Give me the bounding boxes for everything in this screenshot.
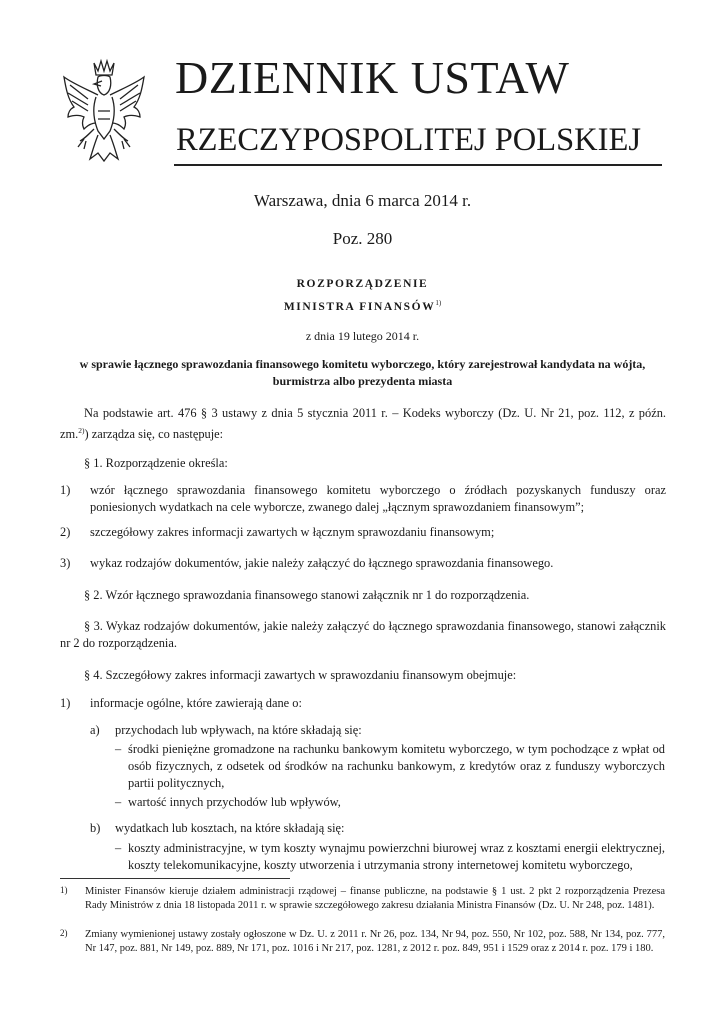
footnote-separator <box>60 878 290 879</box>
subitem-b-text: wydatkach lub kosztach, na które składają się: <box>115 821 345 835</box>
section-1-item-number: 1) <box>60 483 71 497</box>
masthead-title: DZIENNIK USTAW <box>175 52 570 103</box>
section-3: § 3. Wykaz rodzajów dokumentów, jakie należy załączyć do łącznego sprawozdania finansowego, stanowi załącznik nr 2 do rozporządzenia. <box>60 619 666 650</box>
subitem-a-label: a) <box>90 723 100 737</box>
act-date: z dnia 19 lutego 2014 r. <box>305 329 420 343</box>
subitem-a-dash-2: wartość innych przychodów lub wpływów, <box>128 795 341 809</box>
subitem-a-dash-1: środki pieniężne gromadzone na rachunku bankowym komitetu wyborczego, w tym pochodzące z wpłat od osób fizycznych, z odsetek od środków na rachunku bankowym, z kredytów oraz z funduszy wyborczych partii politycznych, <box>128 742 665 790</box>
dash-marker: – <box>115 742 122 756</box>
section-4-intro: § 4. Szczegółowy zakres informacji zawartych w sprawozdaniu finansowym obejmuje: <box>84 668 517 682</box>
dash-marker: – <box>115 795 122 809</box>
subitem-b-dash-1: koszty administracyjne, w tym koszty wynajmu powierzchni biurowej wraz z kosztami energii elektrycznej, koszty telekomunikacyjne, koszty utworzenia i utrzymania strony internetowej komitetu wyborczego, <box>128 841 665 872</box>
footnote-ref-1[interactable]: 1) <box>435 299 442 307</box>
section-1-intro: § 1. Rozporządzenie określa: <box>84 456 228 470</box>
section-1-item: wzór łącznego sprawozdania finansowego komitetu wyborczego o źródłach pozyskanych funduszy oraz poniesionych wydatkach na cele wyborcze, zwanego dalej „łącznym sprawozdaniem finansowym”; <box>90 483 666 514</box>
masthead-subtitle: RZECZYPOSPOLITEJ POLSKIEJ <box>176 122 641 158</box>
preamble-text: Na podstawie art. 476 § 3 ustawy z dnia 5 stycznia 2011 r. – Kodeks wyborczy (Dz. U. Nr 21, poz. 112, z późn. zm. <box>60 406 666 442</box>
footnote-text: Minister Finansów kieruje działem administracji rządowej – finanse publiczne, na podstawie § 1 ust. 2 pkt 2 rozporządzenia Prezesa Rady Ministrów z dnia 18 listopada 2011 r. w sprawie szczegółowego zakresu działania Ministra Finansów (Dz. U. Nr 248, poz. 1481). <box>85 886 665 911</box>
act-type: ROZPORZĄDZENIE <box>296 278 429 290</box>
position-number: Poz. 280 <box>332 229 393 248</box>
footnote-number: 2) <box>60 928 68 938</box>
section-1-item: wykaz rodzajów dokumentów, jakie należy załączyć do łącznego sprawozdania finansowego. <box>90 556 554 570</box>
publication-date: Warszawa, dnia 6 marca 2014 r. <box>253 191 472 210</box>
masthead-rule <box>174 164 662 166</box>
section-4-item: informacje ogólne, które zawierają dane o: <box>90 696 302 710</box>
preamble-text-end: ) zarządza się, co następuje: <box>84 427 224 442</box>
subitem-b-label: b) <box>90 821 101 835</box>
polish-eagle-emblem-icon <box>58 55 150 163</box>
act-issuer <box>0 295 725 315</box>
footnote-ref-2[interactable]: 2) <box>78 426 85 435</box>
section-1-item-number: 2) <box>60 525 71 539</box>
dash-marker: – <box>115 841 122 855</box>
act-subject: w sprawie łącznego sprawozdania finansowego komitetu wyborczego, który zarejestrował kandydata na wójta, burmistrza albo prezydenta miasta <box>79 357 646 388</box>
act-issuer-name: MINISTRA FINANSÓW <box>283 300 436 313</box>
section-1-item-number: 3) <box>60 556 71 570</box>
section-4-item-number: 1) <box>60 696 71 710</box>
subitem-a-text: przychodach lub wpływach, na które składają się: <box>115 723 362 737</box>
footnote-number: 1) <box>60 885 68 895</box>
preamble <box>60 405 666 443</box>
section-1-item: szczegółowy zakres informacji zawartych w łącznym sprawozdaniu finansowym; <box>90 525 495 539</box>
footnote-text: Zmiany wymienionej ustawy zostały ogłoszone w Dz. U. z 2011 r. Nr 26, poz. 134, Nr 94, poz. 550, Nr 102, poz. 588, Nr 134, poz. 777, Nr 147, poz. 881, Nr 149, poz. 889, Nr 171, poz. 1016 i Nr 217, poz. 1281, z 2012 r. poz. 849, 951 i 1529 oraz z 2014 r. poz. 179 i 180. <box>85 929 665 954</box>
section-2: § 2. Wzór łącznego sprawozdania finansowego stanowi załącznik nr 1 do rozporządzenia. <box>84 588 530 602</box>
